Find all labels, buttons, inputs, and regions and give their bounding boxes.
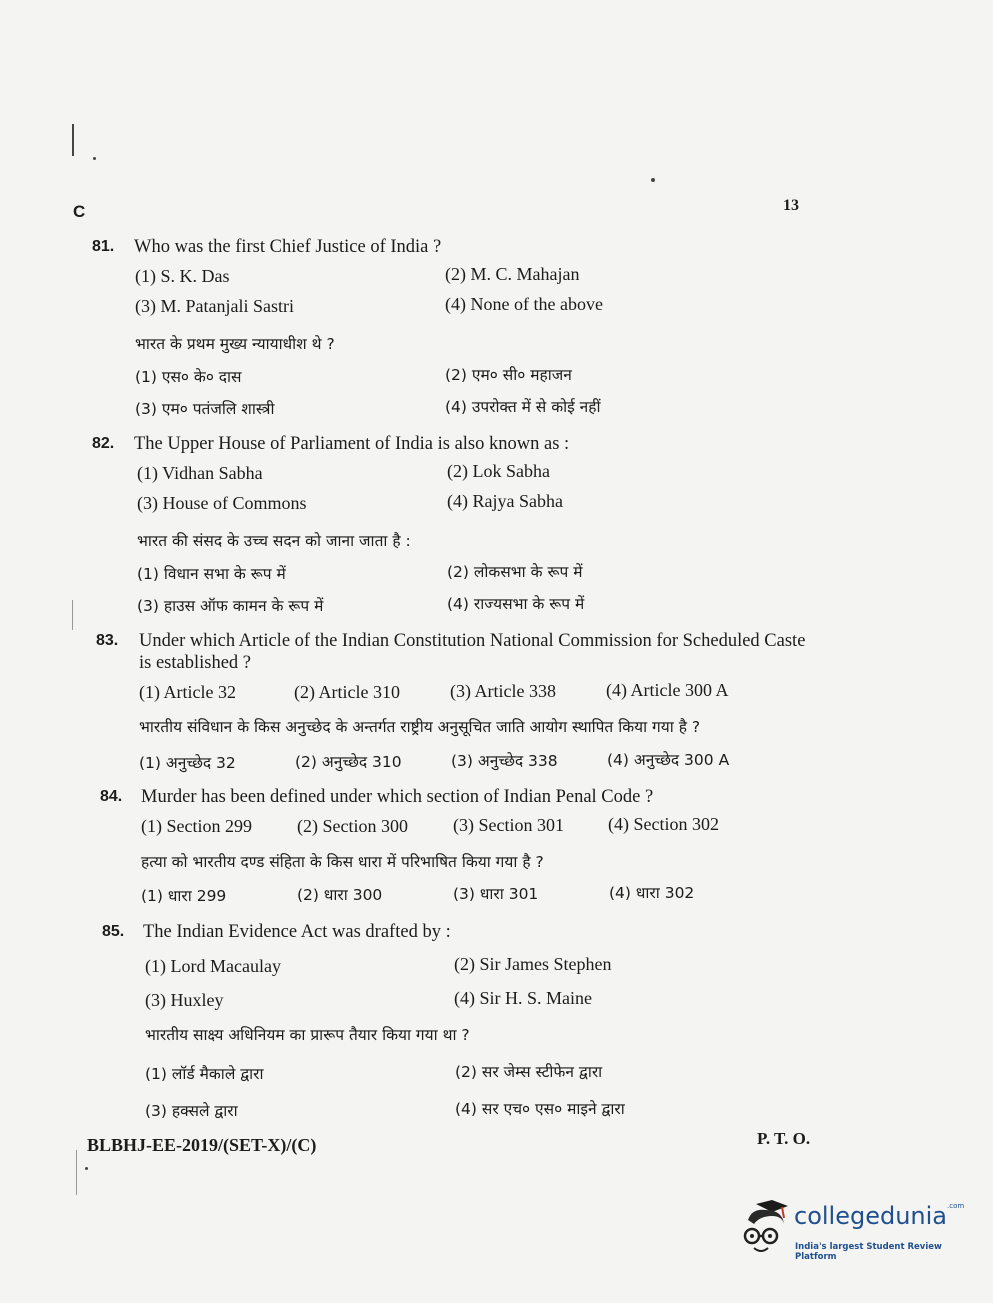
option-4-hi: (4) अनुच्छेद 300 A: [607, 751, 730, 769]
option-3-hi: (3) अनुच्छेद 338: [451, 752, 558, 770]
option-4-en: (4) Rajya Sabha: [447, 491, 563, 511]
option-3-hi: (3) हाउस ऑफ कामन के रूप में: [137, 597, 324, 615]
question-text-hi: हत्या को भारतीय दण्ड संहिता के किस धारा में परिभाषित किया गया है ?: [141, 853, 544, 871]
option-2-en: (2) M. C. Mahajan: [445, 264, 580, 284]
option-2-hi: (2) लोकसभा के रूप में: [447, 563, 583, 581]
scan-mark: [76, 1150, 77, 1195]
logo-suffix: .com: [947, 1202, 965, 1210]
option-1-en: (1) Article 32: [139, 682, 236, 702]
option-1-en: (1) Lord Macaulay: [145, 956, 281, 976]
option-2-hi: (2) एम० सी० महाजन: [445, 366, 572, 384]
question-text-en: Murder has been defined under which section of Indian Penal Code ?: [141, 787, 654, 807]
option-3-en: (3) Article 338: [450, 681, 556, 701]
question-text-hi: भारत की संसद के उच्च सदन को जाना जाता है :: [137, 532, 411, 550]
option-3-en: (3) M. Patanjali Sastri: [135, 296, 294, 316]
question-text-hi: भारतीय साक्ष्य अधिनियम का प्रारूप तैयार किया गया था ?: [145, 1026, 470, 1044]
option-2-hi: (2) धारा 300: [297, 886, 383, 904]
option-2-en: (2) Sir James Stephen: [454, 954, 612, 974]
question-text-hi: भारतीय संविधान के किस अनुच्छेद के अन्तर्गत राष्ट्रीय अनुसूचित जाति आयोग स्थापित किया गया है ?: [139, 718, 701, 736]
collegedunia-logo: [738, 1198, 968, 1260]
option-1-hi: (1) लॉर्ड मैकाले द्वारा: [145, 1065, 264, 1083]
option-3-hi: (3) धारा 301: [453, 885, 539, 903]
logo-wordmark: collegedunia: [794, 1202, 948, 1230]
option-1-hi: (1) धारा 299: [141, 887, 227, 905]
option-3-en: (3) House of Commons: [137, 493, 307, 513]
option-4-en: (4) None of the above: [445, 294, 603, 314]
option-4-en: (4) Article 300 A: [606, 680, 729, 700]
question-number: 84.: [100, 788, 123, 805]
option-4-en: (4) Section 302: [608, 814, 719, 834]
set-letter: C: [73, 202, 86, 221]
footer-paper-code: BLBHJ-EE-2019/(SET-X)/(C): [87, 1135, 317, 1155]
question-text-hi: भारत के प्रथम मुख्य न्यायाधीश थे ?: [135, 335, 335, 353]
option-2-en: (2) Section 300: [297, 816, 408, 836]
question-text-en: The Indian Evidence Act was drafted by :: [143, 922, 451, 942]
option-4-hi: (4) सर एच० एस० माइने द्वारा: [455, 1100, 625, 1118]
option-4-hi: (4) उपरोक्त में से कोई नहीं: [445, 398, 601, 416]
option-2-en: (2) Lok Sabha: [447, 461, 550, 481]
option-1-en: (1) S. K. Das: [135, 266, 230, 286]
option-1-hi: (1) अनुच्छेद 32: [139, 754, 236, 772]
option-4-hi: (4) राज्यसभा के रूप में: [447, 595, 585, 613]
option-1-en: (1) Section 299: [141, 816, 252, 836]
page-number: 13: [783, 197, 799, 214]
option-3-en: (3) Section 301: [453, 815, 564, 835]
footer-pto: P. T. O.: [757, 1129, 811, 1148]
option-1-hi: (1) एस० के० दास: [135, 368, 242, 386]
question-text-en: Under which Article of the Indian Constitution National Commission for Scheduled Caste is established ?: [139, 631, 806, 673]
scan-dot: [85, 1167, 88, 1170]
option-2-en: (2) Article 310: [294, 682, 400, 702]
question-number: 81.: [92, 238, 115, 255]
question-text-en: The Upper House of Parliament of India is also known as :: [134, 434, 570, 454]
scan-mark: [72, 124, 74, 156]
logo-tagline: India's largest Student Review Platform: [795, 1242, 942, 1262]
option-3-hi: (3) एम० पतंजलि शास्त्री: [135, 400, 275, 418]
mascot-icon: [738, 1198, 794, 1258]
option-2-hi: (2) अनुच्छेद 310: [295, 753, 402, 771]
question-number: 83.: [96, 632, 119, 649]
option-3-hi: (3) हक्सले द्वारा: [145, 1102, 238, 1120]
option-4-en: (4) Sir H. S. Maine: [454, 988, 592, 1008]
scan-dot: [93, 157, 96, 160]
question-number: 85.: [102, 923, 125, 940]
question-text-en: Who was the first Chief Justice of India ?: [134, 237, 442, 257]
scan-mark: [72, 600, 73, 630]
option-3-en: (3) Huxley: [145, 990, 224, 1010]
option-1-hi: (1) विधान सभा के रूप में: [137, 565, 286, 583]
option-2-hi: (2) सर जेम्स स्टीफेन द्वारा: [455, 1063, 603, 1081]
question-number: 82.: [92, 435, 115, 452]
option-4-hi: (4) धारा 302: [609, 884, 695, 902]
scan-dot: [651, 178, 655, 182]
option-1-en: (1) Vidhan Sabha: [137, 463, 263, 483]
